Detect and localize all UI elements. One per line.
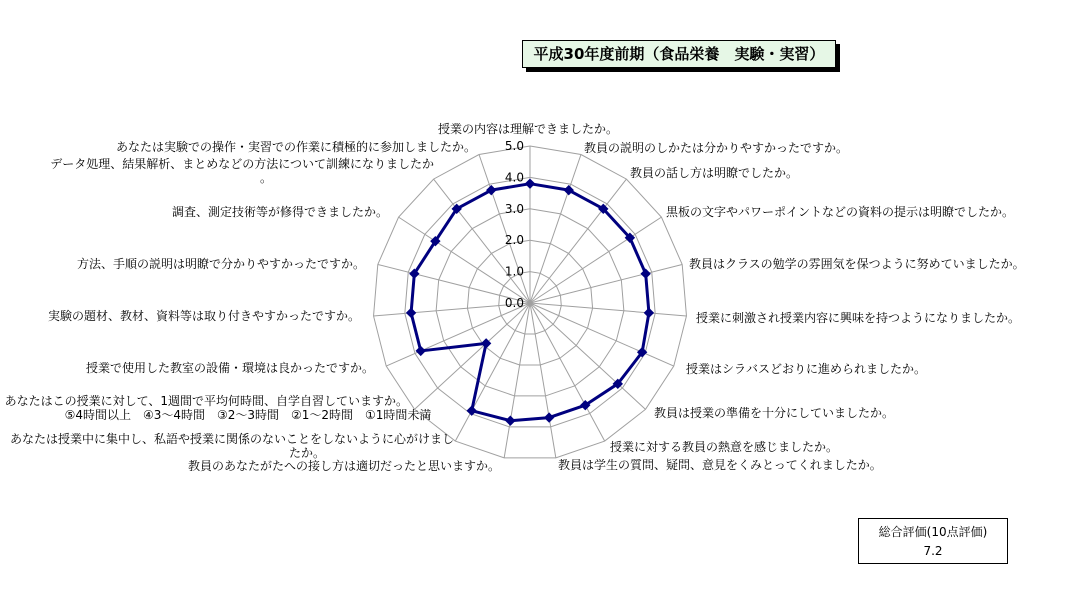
category-label: 教員の話し方は明瞭でしたか。 — [630, 166, 799, 180]
category-label: データ処理、結果解析、まとめなどの方法について訓練になりましたか。 — [50, 157, 434, 185]
category-label: 教員の説明のしかたは分かりやすかったですか。 — [584, 141, 849, 155]
category-label: 教員はクラスの勉学の雰囲気を保つように努めていましたか。 — [689, 257, 1025, 271]
data-point — [526, 179, 535, 188]
category-label: 授業に対する教員の熱意を感じましたか。 — [610, 440, 839, 454]
radial-tick-label: 0.0 — [504, 296, 524, 310]
grid-spoke — [530, 179, 626, 303]
radial-tick-label: 3.0 — [504, 201, 524, 216]
radial-tick-labels — [505, 139, 524, 310]
radial-tick-label: 4.0 — [504, 170, 524, 185]
chart-title: 平成30年度前期（食品栄養 実験・実習） — [522, 40, 836, 68]
data-point — [644, 308, 653, 317]
category-label: 教員は授業の準備を十分にしていましたか。 — [654, 406, 895, 420]
radial-tick-label: 5.0 — [504, 139, 524, 153]
radial-tick-label: 1.0 — [504, 264, 524, 279]
category-label: 授業はシラバスどおりに進められましたか。 — [686, 362, 927, 376]
category-label: 授業に刺激され授業内容に興味を持つようになりましたか。 — [696, 311, 1021, 325]
grid-spoke — [530, 264, 682, 303]
category-label: 授業で使用した教室の設備・環境は良かったですか。 — [85, 361, 374, 375]
category-label: 実験の題材、教材、資料等は取り付きやすかったですか。 — [47, 309, 360, 323]
grid-spoke — [530, 217, 661, 303]
data-point — [545, 413, 554, 422]
grid-spoke — [530, 303, 686, 316]
grid-spoke — [414, 303, 530, 409]
category-label: 方法、手順の説明は明瞭で分かりやすかったですか。 — [76, 257, 365, 271]
category-label: 教員は学生の質問、疑問、意見をくみとってくれましたか。 — [558, 458, 882, 472]
category-label: あなたはこの授業に対して、1週間で平均何時間、自学自習していますか。 ⑤4時間以上 ④3～4時間 ③2～3時間 ②1～2時間 ①1時間未満 — [4, 394, 432, 422]
radial-tick-label: 2.0 — [504, 233, 524, 248]
category-label: あなたは授業中に集中し、私語や授業に関係のないことをしないように心がけましたか。 — [9, 432, 454, 460]
grid-spoke — [530, 303, 646, 409]
data-point — [407, 308, 416, 317]
data-point — [416, 346, 425, 355]
category-label: 授業の内容は理解できましたか。 — [437, 122, 619, 136]
category-label: 黒板の文字やパワーポイントなどの資料の提示は明瞭でしたか。 — [666, 205, 1015, 219]
overall-score-box — [858, 518, 1008, 564]
grid-spoke — [399, 217, 530, 303]
grid-spoke — [530, 155, 581, 303]
category-label: 教員のあなたがたへの接し方は適切だったと思いますか。 — [187, 459, 500, 473]
overall-score-label: 総合評価(10点評価) — [878, 525, 988, 539]
category-label: 調査、測定技術等が修得できましたか。 — [171, 205, 388, 219]
data-point — [641, 269, 650, 278]
data-point — [467, 406, 476, 415]
data-point — [506, 416, 515, 425]
category-label: あなたは実験での操作・実習での作業に積極的に参加しましたか。 — [115, 140, 476, 154]
overall-score-value: 7.2 — [923, 544, 943, 558]
